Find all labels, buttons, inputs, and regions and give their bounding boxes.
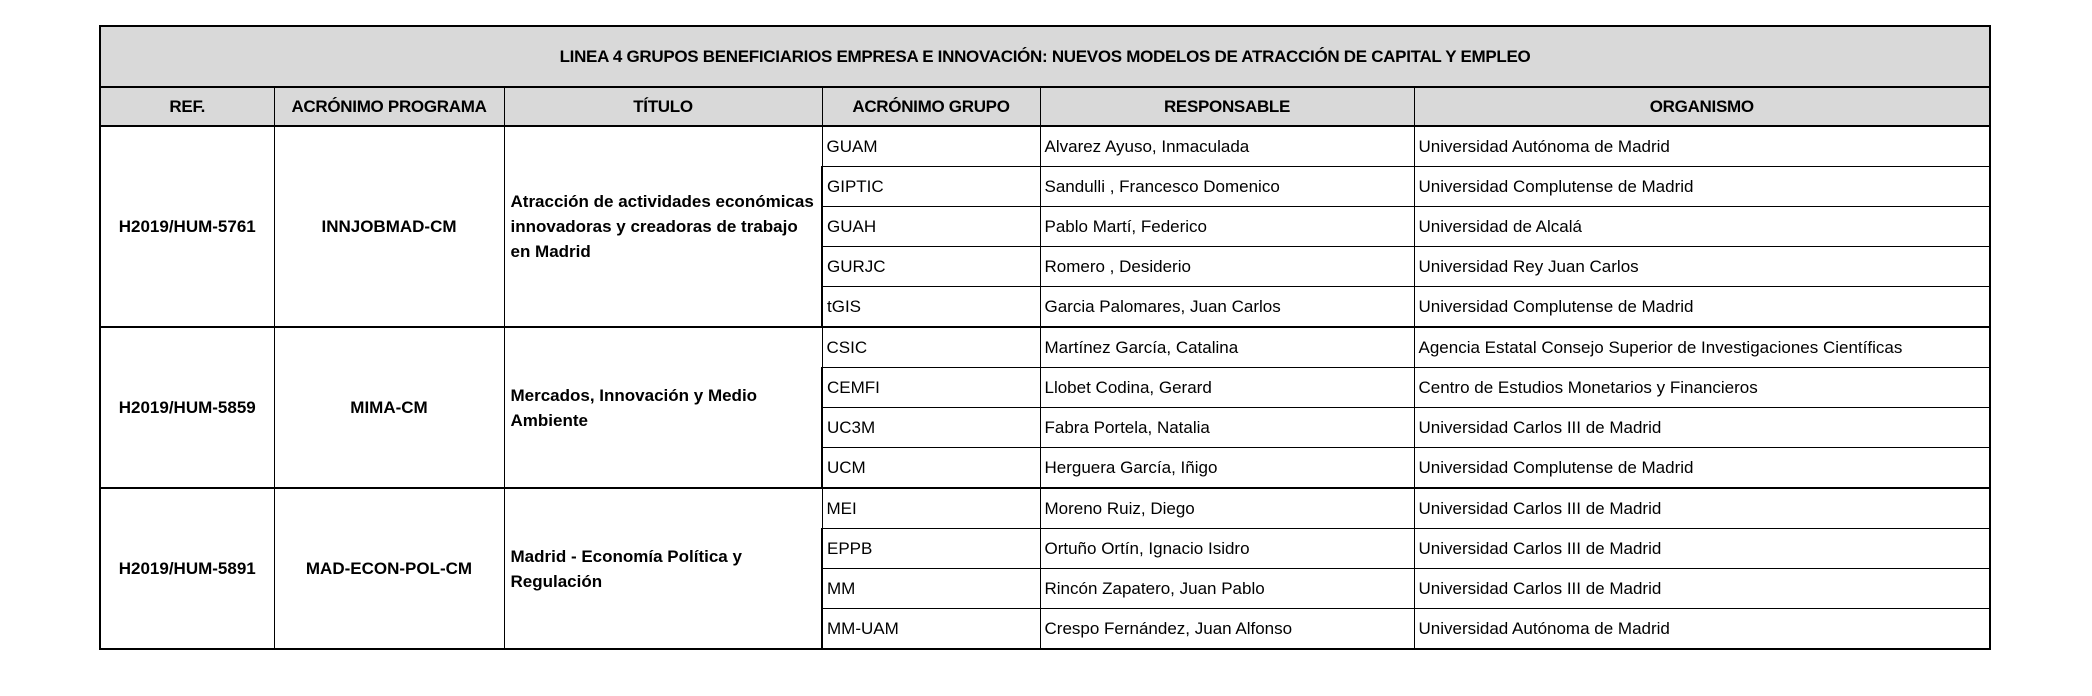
cell-responsable: Alvarez Ayuso, Inmaculada bbox=[1040, 126, 1414, 167]
cell-titulo: Atracción de actividades económicas innovadoras y creadoras de trabajo en Madrid bbox=[504, 126, 822, 327]
cell-grupo: CEMFI bbox=[822, 368, 1040, 408]
cell-grupo: UC3M bbox=[822, 408, 1040, 448]
cell-responsable: Garcia Palomares, Juan Carlos bbox=[1040, 287, 1414, 328]
header-titulo: TÍTULO bbox=[504, 87, 822, 126]
cell-organismo: Universidad Complutense de Madrid bbox=[1414, 448, 1990, 489]
cell-organismo: Universidad Autónoma de Madrid bbox=[1414, 126, 1990, 167]
cell-ref: H2019/HUM-5761 bbox=[100, 126, 274, 327]
cell-ref: H2019/HUM-5859 bbox=[100, 327, 274, 488]
cell-responsable: Llobet Codina, Gerard bbox=[1040, 368, 1414, 408]
cell-organismo: Universidad Carlos III de Madrid bbox=[1414, 488, 1990, 529]
cell-grupo: CSIC bbox=[822, 327, 1040, 368]
cell-grupo: GURJC bbox=[822, 247, 1040, 287]
cell-responsable: Romero , Desiderio bbox=[1040, 247, 1414, 287]
header-programa: ACRÓNIMO PROGRAMA bbox=[274, 87, 504, 126]
table-title: LINEA 4 GRUPOS BENEFICIARIOS EMPRESA E INNOVACIÓN: NUEVOS MODELOS DE ATRACCIÓN DE CAPITAL Y EMPLEO bbox=[100, 26, 1990, 87]
header-organismo: ORGANISMO bbox=[1414, 87, 1990, 126]
header-ref: REF. bbox=[100, 87, 274, 126]
cell-responsable: Pablo Martí, Federico bbox=[1040, 207, 1414, 247]
cell-organismo: Universidad Rey Juan Carlos bbox=[1414, 247, 1990, 287]
cell-organismo: Universidad Complutense de Madrid bbox=[1414, 287, 1990, 328]
cell-responsable: Ortuño Ortín, Ignacio Isidro bbox=[1040, 529, 1414, 569]
cell-programa: INNJOBMAD-CM bbox=[274, 126, 504, 327]
header-grupo: ACRÓNIMO GRUPO bbox=[822, 87, 1040, 126]
cell-ref: H2019/HUM-5891 bbox=[100, 488, 274, 649]
cell-organismo: Agencia Estatal Consejo Superior de Investigaciones Científicas bbox=[1414, 327, 1990, 368]
column-header-row bbox=[100, 87, 1990, 126]
header-responsable: RESPONSABLE bbox=[1040, 87, 1414, 126]
cell-programa: MAD-ECON-POL-CM bbox=[274, 488, 504, 649]
cell-responsable: Martínez García, Catalina bbox=[1040, 327, 1414, 368]
table-row bbox=[100, 327, 1990, 368]
cell-grupo: GIPTIC bbox=[822, 167, 1040, 207]
cell-grupo: MEI bbox=[822, 488, 1040, 529]
table-row bbox=[100, 488, 1990, 529]
cell-grupo: GUAH bbox=[822, 207, 1040, 247]
cell-responsable: Crespo Fernández, Juan Alfonso bbox=[1040, 609, 1414, 650]
cell-responsable: Rincón Zapatero, Juan Pablo bbox=[1040, 569, 1414, 609]
cell-grupo: GUAM bbox=[822, 126, 1040, 167]
cell-organismo: Universidad de Alcalá bbox=[1414, 207, 1990, 247]
document-sheet bbox=[99, 25, 1989, 650]
cell-titulo: Mercados, Innovación y Medio Ambiente bbox=[504, 327, 822, 488]
cell-grupo: MM bbox=[822, 569, 1040, 609]
cell-organismo: Universidad Complutense de Madrid bbox=[1414, 167, 1990, 207]
beneficiaries-table bbox=[99, 25, 1991, 650]
cell-responsable: Sandulli , Francesco Domenico bbox=[1040, 167, 1414, 207]
cell-programa: MIMA-CM bbox=[274, 327, 504, 488]
table-title-row bbox=[100, 26, 1990, 87]
cell-responsable: Moreno Ruiz, Diego bbox=[1040, 488, 1414, 529]
cell-grupo: UCM bbox=[822, 448, 1040, 489]
cell-organismo: Universidad Carlos III de Madrid bbox=[1414, 529, 1990, 569]
cell-grupo: EPPB bbox=[822, 529, 1040, 569]
table-body bbox=[100, 126, 1990, 649]
cell-grupo: MM-UAM bbox=[822, 609, 1040, 650]
table-row bbox=[100, 126, 1990, 167]
cell-organismo: Universidad Autónoma de Madrid bbox=[1414, 609, 1990, 650]
cell-organismo: Centro de Estudios Monetarios y Financieros bbox=[1414, 368, 1990, 408]
cell-organismo: Universidad Carlos III de Madrid bbox=[1414, 408, 1990, 448]
cell-titulo: Madrid - Economía Política y Regulación bbox=[504, 488, 822, 649]
cell-responsable: Herguera García, Iñigo bbox=[1040, 448, 1414, 489]
cell-responsable: Fabra Portela, Natalia bbox=[1040, 408, 1414, 448]
cell-grupo: tGIS bbox=[822, 287, 1040, 328]
cell-organismo: Universidad Carlos III de Madrid bbox=[1414, 569, 1990, 609]
